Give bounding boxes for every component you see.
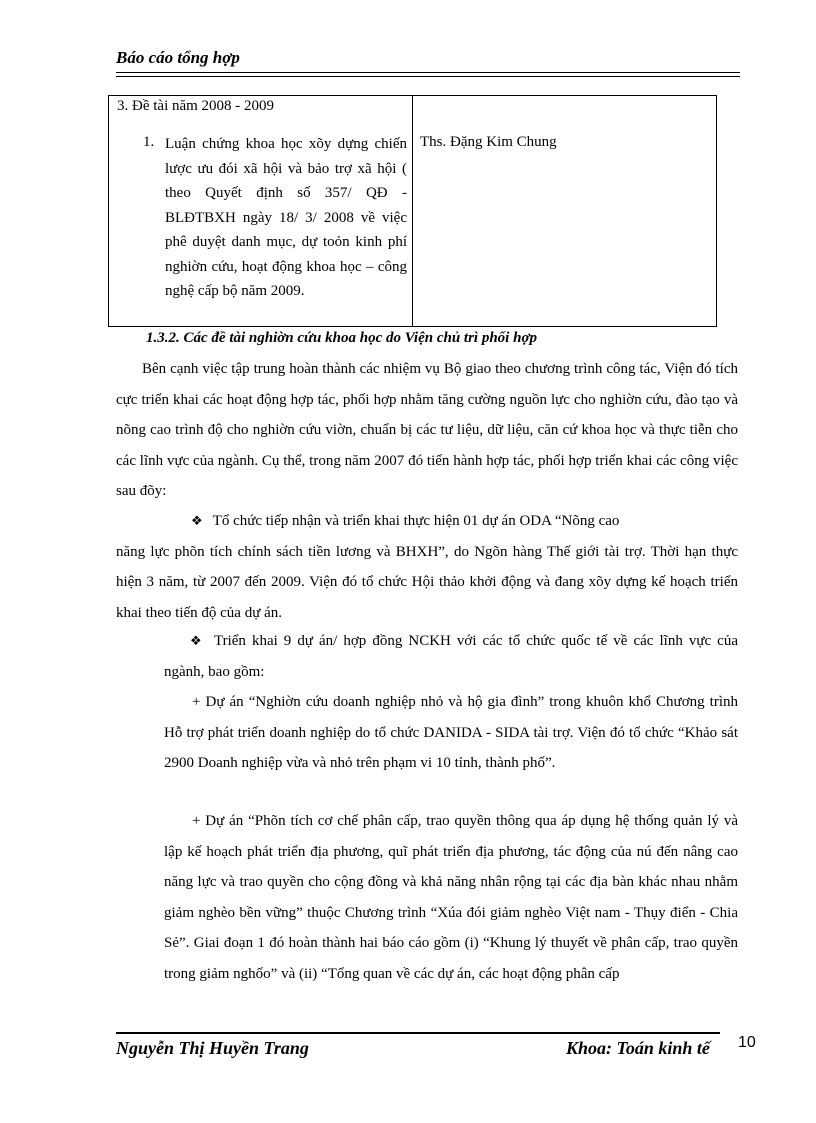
diamond-bullet-icon: ❖ [190,633,204,648]
header-rule-thin [116,76,740,77]
section-subheading: 1.3.2. Các đề tài nghiờn cứu khoa học do Viện chủ trì phối hợp [146,330,537,346]
bullet-lead-line [116,506,738,537]
sub-item-sme-project: + Dự án “Nghiờn cứu doanh nghiệp nhỏ và hộ gia đình” trong khuôn khổ Chương trình Hỗ trợ phát triển doanh nghiệp do tổ chức DANIDA - SIDA tài trợ. Viện đó tổ chức “Khảo sát 2900 Doanh nghiệp vừa và nhỏ trên phạm vi 10 tỉnh, thành phố”. [164,694,738,771]
table-section-heading: 3. Đề tài năm 2008 - 2009 [117,98,275,114]
table-item-person: Ths. Đặng Kim Chung [420,134,557,150]
footer-author: Nguyễn Thị Huyền Trang [116,1038,309,1058]
bullet-indent [164,633,190,649]
header-title: Báo cáo tổng hợp [116,48,240,67]
bullet-lead-text: Tổ chức tiếp nhận và triển khai thực hiện 01 dự án ODA “Nõng cao [212,513,620,529]
header-rule [116,72,740,73]
table-item-text: Luận chứng khoa học xõy dựng chiến lược ưu đói xã hội và bảo trợ xã hội ( theo Quyết định số 357/ QĐ - BLĐTBXH ngày 18/ 3/ 2008 về việc phê duyệt danh mục, dự toỏn kinh phí nghiờn cứu, hoạt động khoa học – công nghệ cấp bộ năm 2009. [165,136,407,299]
table-divider [412,96,413,326]
footer-rule [116,1032,720,1034]
page-number: 10 [738,1034,756,1051]
bullet-continuation-text: năng lực phõn tích chính sách tiền lương và BHXH”, do Ngõn hàng Thế giới tài trợ. Thời hạn thực hiện 3 năm, từ 2007 đến 2009. Viện đó tổ chức Hội thảo khởi động và đang xõy dựng kế hoạch triển khai theo tiến độ của dự án. [116,543,738,621]
diamond-bullet-icon: ❖ [191,513,203,528]
bullet-item-oda [116,506,738,628]
sub-item-decentralization-project: + Dự án “Phõn tích cơ chế phân cấp, trao quyền thông qua áp dụng hệ thống quản lý và lập kế hoạch phát triển địa phương, quĩ phát triển địa phương, tác động của nú đến nâng cao năng lực và trao quyền cho cộng đồng và khả năng nhân rộng tại các địa bàn khác nhau nhằm giảm nghèo bền vững” thuộc Chương trình “Xúa đói giảm nghèo Việt nam - Thụy điển - Chia Sẻ”. Giai đoạn 1 đó hoàn thành hai báo cáo gồm (i) “Khung lý thuyết về phân cấp, trao quyền trong giảm nghốo” và (ii) “Tổng quan về các dự án, các hoạt động phân cấp [164,813,738,982]
bullet-item-projects [164,626,738,687]
bullet-text: Triển khai 9 dự án/ hợp đồng NCKH với các tổ chức quốc tế về các lĩnh vực của ngành, bao gồm: [164,633,738,680]
paragraph-intro: Bên cạnh việc tập trung hoàn thành các nhiệm vụ Bộ giao theo chương trình công tác, Viện đó tích cực triển khai các hoạt động hợp tác, phối hợp nhằm tăng cường nguồn lực cho nghiờn cứu, đào tạo và nõng cao trình độ cho nghiờn cứu viờn, chuẩn bị các tư liệu, dữ liệu, căn cứ khoa học và thực tiễn cho các lĩnh vực của ngành. Cụ thể, trong năm 2007 đó tiến hành hợp tác, phối hợp triển khai các công việc sau đõy: [116,361,738,499]
footer-department: Khoa: Toán kinh tế [566,1038,710,1058]
table-item-number: 1. [143,134,155,150]
project-table [108,95,717,327]
